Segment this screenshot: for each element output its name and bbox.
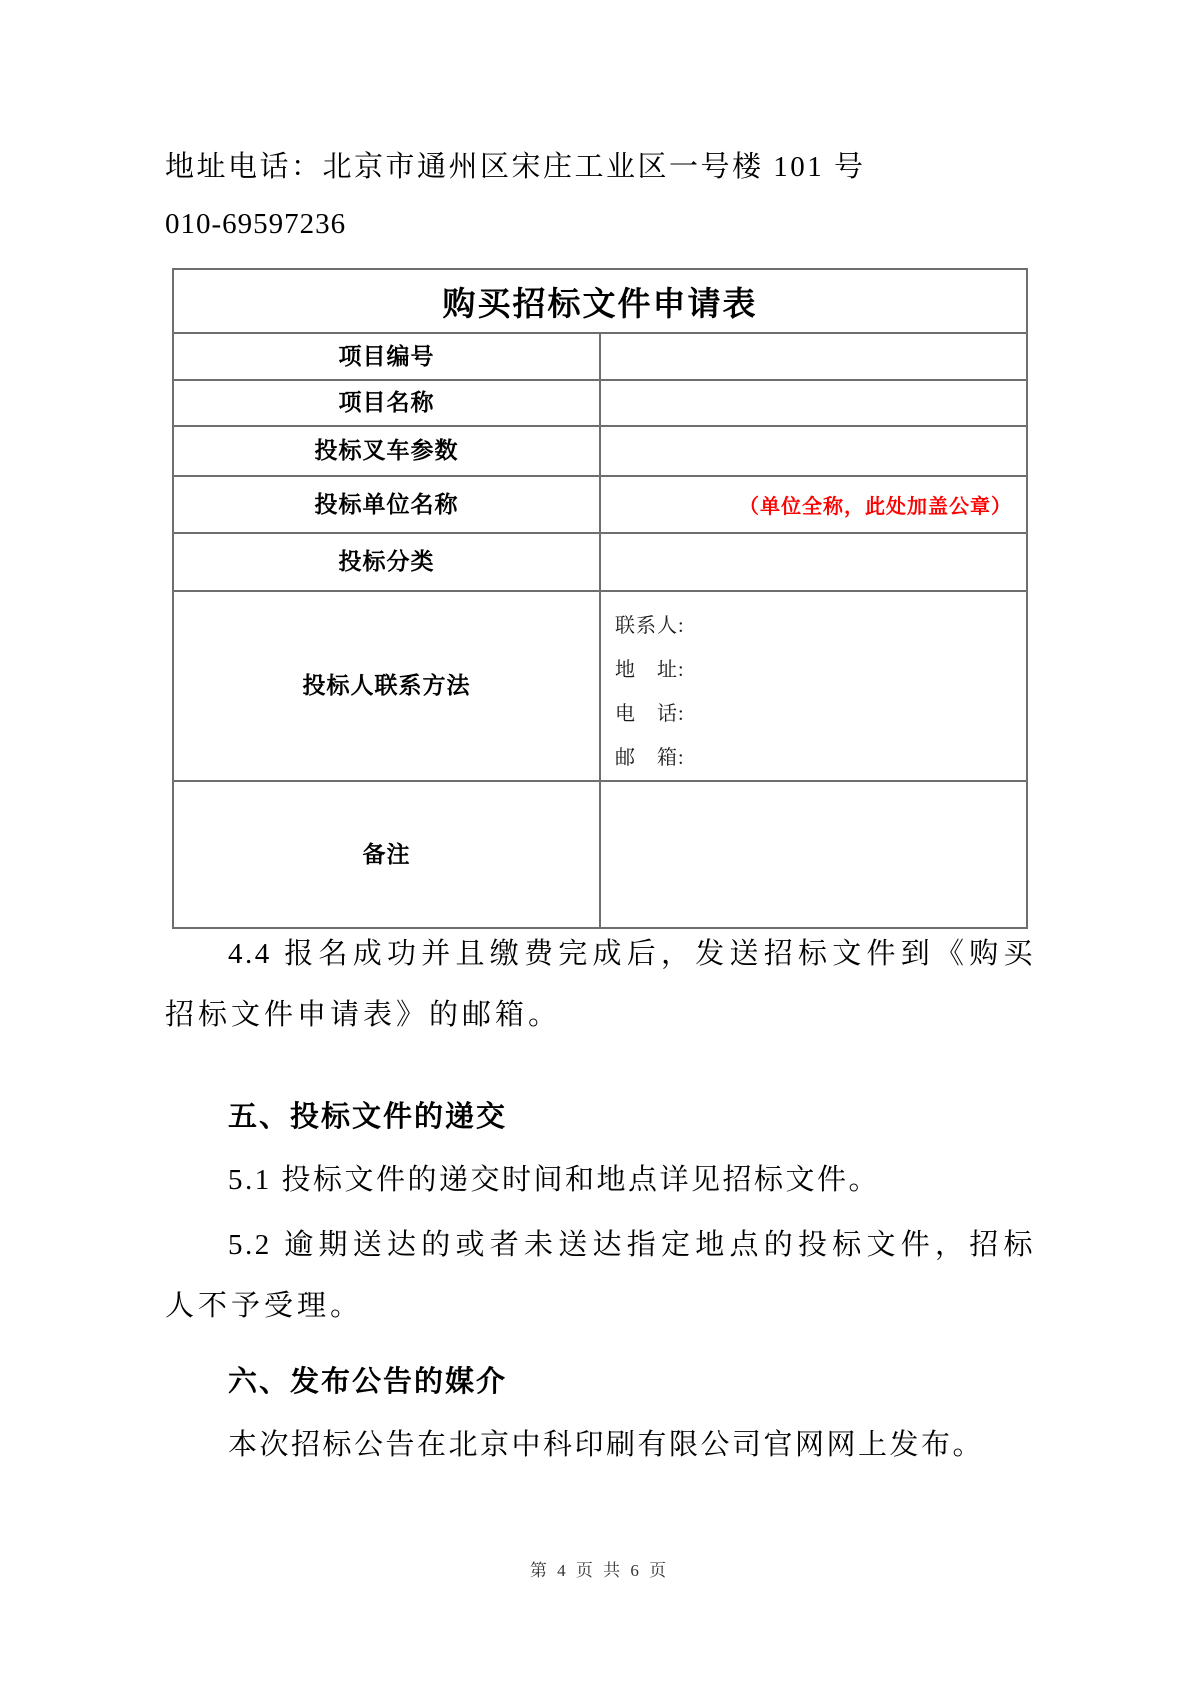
paragraph-5-2-line2: 人不予受理。 (165, 1290, 364, 1322)
row-label-project-name: 项目名称 (173, 380, 600, 426)
contact-address-line: 地 址: (615, 659, 685, 681)
paragraph-5-2-line1: 5.2 逾期送达的或者未送达指定地点的投标文件，招标 (228, 1229, 1035, 1261)
row-label-forklift-params: 投标叉车参数 (173, 426, 600, 476)
phone-number-line: 010-69597236 (165, 208, 347, 240)
row-label-bidder-contact-method: 投标人联系方法 (173, 591, 600, 781)
bid-category-value-cell (600, 533, 1027, 591)
row-label-remarks: 备注 (173, 781, 600, 928)
paragraph-6-1: 本次招标公告在北京中科印刷有限公司官网网上发布。 (228, 1429, 985, 1461)
contact-email-line: 邮 箱: (615, 747, 685, 769)
row-label-bid-category: 投标分类 (173, 533, 600, 591)
bidder-unit-name-value-cell (600, 476, 1027, 533)
table-row (173, 533, 1027, 591)
application-form-table (172, 268, 1028, 929)
forklift-params-value-cell (600, 426, 1027, 476)
table-row (173, 781, 1027, 928)
form-title-row (173, 269, 1027, 333)
remarks-value-cell (600, 781, 1027, 928)
paragraph-4-4-line2: 招标文件申请表》的邮箱。 (165, 999, 562, 1031)
stamp-note: （单位全称，此处加盖公章） (739, 496, 1012, 518)
row-label-project-number: 项目编号 (173, 333, 600, 380)
row-label-bidder-unit-name: 投标单位名称 (173, 476, 600, 533)
project-name-value-cell (600, 380, 1027, 426)
table-row (173, 426, 1027, 476)
section-5-heading: 五、投标文件的递交 (228, 1101, 508, 1133)
contact-person-line: 联系人: (615, 615, 685, 637)
table-row (173, 476, 1027, 533)
project-number-value-cell (600, 333, 1027, 380)
paragraph-5-1: 5.1 投标文件的递交时间和地点详见招标文件。 (228, 1164, 881, 1196)
table-row (173, 591, 1027, 781)
contact-phone-line: 电 话: (615, 703, 685, 725)
address-phone-line: 地址电话：北京市通州区宋庄工业区一号楼 101 号 (165, 151, 866, 183)
bidder-contact-cell (600, 591, 1027, 781)
table-row (173, 380, 1027, 426)
table-row (173, 333, 1027, 380)
page-number-footer: 第 4 页 共 6 页 (529, 1561, 670, 1580)
paragraph-4-4-line1: 4.4 报名成功并且缴费完成后，发送招标文件到《购买 (228, 938, 1035, 970)
section-6-heading: 六、发布公告的媒介 (228, 1366, 508, 1398)
form-title: 购买招标文件申请表 (173, 269, 1027, 333)
